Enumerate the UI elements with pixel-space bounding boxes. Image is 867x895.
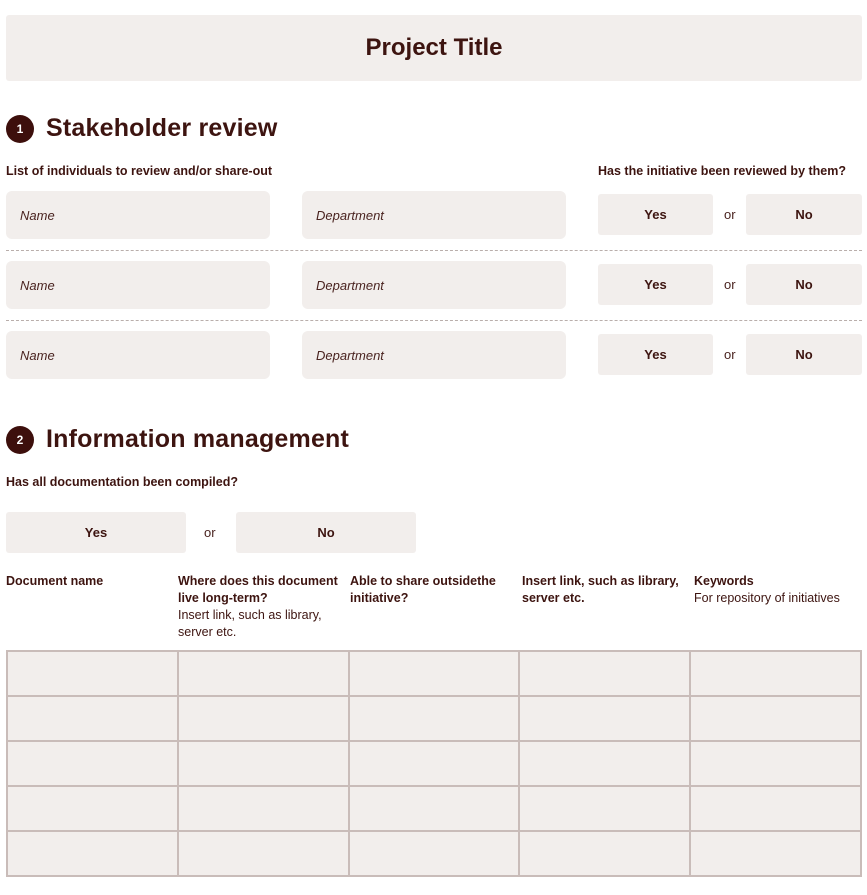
department-field[interactable]: Department	[302, 261, 566, 309]
table-cell[interactable]	[349, 651, 520, 696]
column-heading-title: Where does this document live long-term?	[178, 574, 338, 605]
table-cell[interactable]	[690, 786, 861, 831]
or-text: or	[724, 347, 736, 362]
section-1-heading: Stakeholder review	[46, 114, 278, 142]
row-divider	[6, 320, 862, 321]
documentation-question-label: Has all documentation been compiled?	[6, 475, 238, 489]
row-divider	[6, 250, 862, 251]
section-2-header	[6, 425, 349, 454]
column-heading-title: Able to share outsidethe initiative?	[350, 574, 496, 605]
table-cell[interactable]	[690, 696, 861, 741]
table-cell[interactable]	[7, 786, 178, 831]
table-cell[interactable]	[349, 786, 520, 831]
page-title: Project Title	[365, 34, 503, 61]
documentation-yes-button[interactable]: Yes	[6, 512, 186, 553]
name-field[interactable]: Name	[6, 261, 270, 309]
name-field[interactable]: Name	[6, 331, 270, 379]
table-row	[7, 741, 861, 786]
yes-button[interactable]: Yes	[598, 334, 713, 375]
section-2-heading: Information management	[46, 425, 350, 453]
yes-button[interactable]: Yes	[598, 194, 713, 235]
title-bar	[6, 15, 862, 81]
section-2-number-badge: 2	[6, 426, 34, 454]
or-text: or	[724, 207, 736, 222]
department-field[interactable]: Department	[302, 331, 566, 379]
table-cell[interactable]	[349, 831, 520, 876]
yes-button[interactable]: Yes	[598, 264, 713, 305]
table-cell[interactable]	[178, 651, 349, 696]
table-cell[interactable]	[349, 741, 520, 786]
column-heading-subtitle: For repository of initiatives	[694, 591, 840, 605]
no-button[interactable]: No	[746, 334, 862, 375]
section-1-header	[6, 114, 277, 143]
table-cell[interactable]	[690, 741, 861, 786]
no-button[interactable]: No	[746, 194, 862, 235]
column-heading-keywords	[694, 573, 862, 607]
reviewed-question-label: Has the initiative been reviewed by them?	[598, 164, 846, 178]
section-1-number-badge: 1	[6, 115, 34, 143]
column-heading-title: Insert link, such as library, server etc.	[522, 574, 679, 605]
table-cell[interactable]	[178, 831, 349, 876]
or-text: or	[204, 525, 216, 540]
department-field[interactable]: Department	[302, 191, 566, 239]
table-cell[interactable]	[519, 786, 690, 831]
table-cell[interactable]	[178, 786, 349, 831]
table-cell[interactable]	[7, 831, 178, 876]
table-cell[interactable]	[7, 651, 178, 696]
table-cell[interactable]	[178, 741, 349, 786]
table-cell[interactable]	[690, 831, 861, 876]
column-heading-location	[178, 573, 346, 641]
column-heading-subtitle: Insert link, such as library, server etc.	[178, 608, 322, 639]
column-heading-document-name	[6, 573, 171, 590]
table-row	[7, 651, 861, 696]
table-cell[interactable]	[519, 741, 690, 786]
or-text: or	[724, 277, 736, 292]
table-row	[7, 786, 861, 831]
name-field[interactable]: Name	[6, 191, 270, 239]
column-heading-title: Document name	[6, 574, 104, 588]
table-cell[interactable]	[349, 696, 520, 741]
column-heading-title: Keywords	[694, 574, 754, 588]
table-row	[7, 831, 861, 876]
table-cell[interactable]	[7, 696, 178, 741]
table-cell[interactable]	[7, 741, 178, 786]
reviewers-list-label: List of individuals to review and/or share-out	[6, 164, 273, 178]
table-cell[interactable]	[690, 651, 861, 696]
column-heading-link	[522, 573, 690, 607]
column-heading-shareable	[350, 573, 515, 607]
table-row	[7, 696, 861, 741]
table-cell[interactable]	[519, 831, 690, 876]
table-cell[interactable]	[519, 696, 690, 741]
table-cell[interactable]	[178, 696, 349, 741]
no-button[interactable]: No	[746, 264, 862, 305]
documentation-no-button[interactable]: No	[236, 512, 416, 553]
table-cell[interactable]	[519, 651, 690, 696]
documents-table	[6, 650, 862, 877]
